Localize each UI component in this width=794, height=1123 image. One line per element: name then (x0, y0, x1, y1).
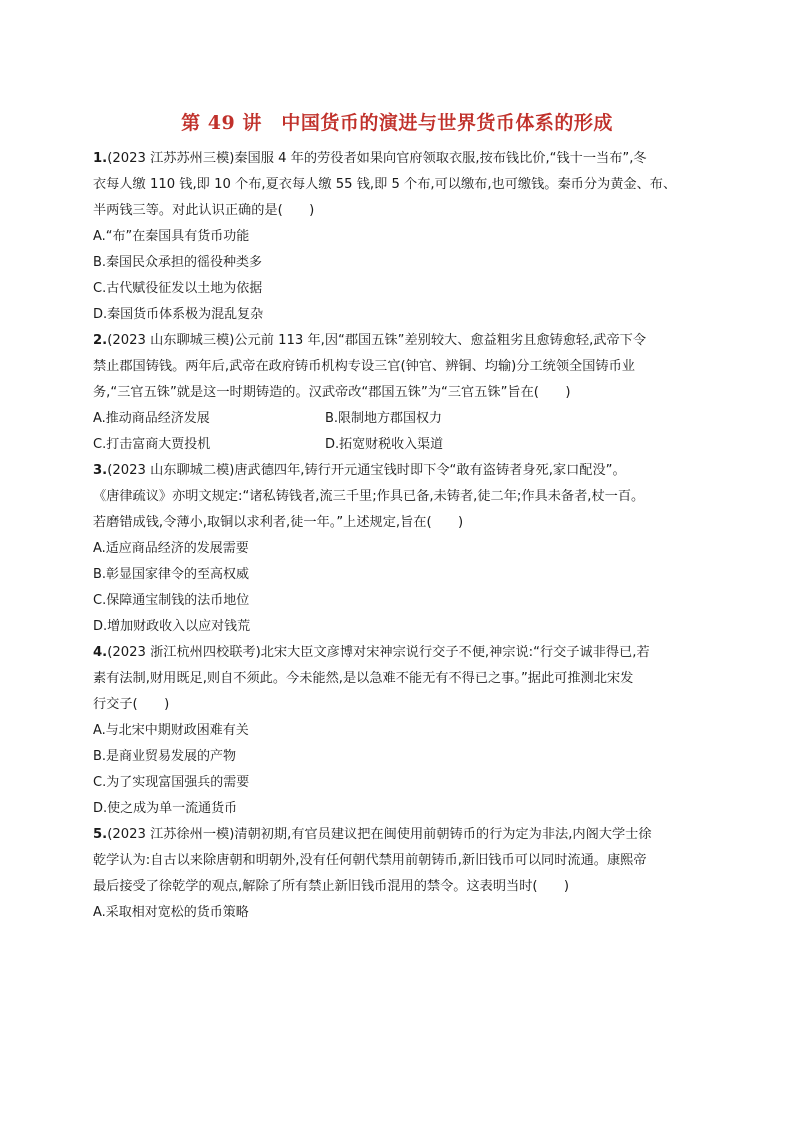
question-5 (93, 822, 713, 926)
question-text-line: (2023 山东聊城二模)唐武德四年,铸行开元通宝钱时即下令“敢有盗铸者身死,家口配没”。 (107, 463, 626, 478)
option-a[interactable]: A.与北宋中期财政困难有关 (93, 723, 249, 738)
option-b[interactable]: B.秦国民众承担的徭役种类多 (93, 255, 263, 270)
question-4 (93, 640, 713, 822)
option-b[interactable]: B.彰显国家律令的至高权威 (93, 567, 250, 582)
option-d[interactable]: D.秦国货币体系极为混乱复杂 (93, 307, 264, 322)
option-c[interactable]: C.为了实现富国强兵的需要 (93, 775, 250, 790)
option-c[interactable]: C.古代赋役征发以土地为依据 (93, 281, 263, 296)
question-text-line: (2023 江苏苏州三模)秦国服 4 年的劳役者如果向官府领取衣服,按布钱比价,“钱十一当布”,冬 (107, 151, 647, 166)
question-text-line: 禁止郡国铸钱。两年后,武帝在政府铸币机构专设三官(钟官、辨铜、均输)分工统领全国铸币业 (93, 359, 635, 374)
question-3 (93, 458, 713, 640)
question-list (93, 146, 713, 926)
page-title: 第 49 讲 中国货币的演进与世界货币体系的形成 (181, 112, 613, 134)
option-d[interactable]: D.使之成为单一流通货币 (93, 801, 238, 816)
option-a[interactable]: A.推动商品经济发展 (93, 411, 210, 426)
option-b[interactable]: B.是商业贸易发展的产物 (93, 749, 237, 764)
question-text-line: (2023 浙江杭州四校联考)北宋大臣文彦博对宋神宗说行交子不便,神宗说:“行交子诚非得已,若 (107, 645, 650, 660)
options-row (93, 432, 713, 458)
question-1 (93, 146, 713, 328)
option-a[interactable]: A.采取相对宽松的货币策略 (93, 905, 249, 920)
option-d[interactable]: D.增加财政收入以应对钱荒 (93, 619, 251, 634)
question-text-line: 素有法制,财用既足,则自不须此。今未能然,是以急难不能无有不得已之事。”据此可推测北宋发 (93, 671, 634, 686)
option-c[interactable]: C.保障通宝制钱的法币地位 (93, 593, 250, 608)
option-b[interactable]: B.限制地方郡国权力 (325, 411, 443, 426)
question-text-line: 《唐律疏议》亦明文规定:“诸私铸钱者,流三千里;作具已备,未铸者,徒二年;作具未备者,杖一百。 (93, 489, 645, 504)
question-text-line: 乾学认为:自古以来除唐朝和明朝外,没有任何朝代禁用前朝铸币,新旧钱币可以同时流通。康熙帝 (93, 853, 647, 868)
question-number: 5. (93, 827, 108, 842)
question-number: 4. (93, 645, 108, 660)
question-text-line: 衣每人缴 110 钱,即 10 个布,夏衣每人缴 55 钱,即 5 个布,可以缴布,也可缴钱。秦币分为黄金、布、 (93, 177, 677, 192)
question-number: 3. (93, 463, 108, 478)
question-text-line: 若磨错成钱,令薄小,取铜以求利者,徒一年。”上述规定,旨在( ) (93, 515, 464, 530)
question-text-line: 半两钱三等。对此认识正确的是( ) (93, 203, 315, 218)
option-d[interactable]: D.拓宽财税收入渠道 (325, 437, 444, 452)
question-text-line: 最后接受了徐乾学的观点,解除了所有禁止新旧钱币混用的禁令。这表明当时( ) (93, 879, 570, 894)
question-text-line: 务,“三官五铢”就是这一时期铸造的。汉武帝改“郡国五铢”为“三官五铢”旨在( ) (93, 385, 571, 400)
question-text-line: (2023 山东聊城三模)公元前 113 年,因“郡国五铢”差别较大、愈益粗劣且愈铸愈轻,武帝下令 (107, 333, 647, 348)
question-text-line: 行交子( ) (93, 697, 170, 712)
option-a[interactable]: A.“布”在秦国具有货币功能 (93, 229, 250, 244)
question-text-line: (2023 江苏徐州一模)清朝初期,有官员建议把在闽使用前朝铸币的行为定为非法,内阁大学士徐 (107, 827, 652, 842)
question-number: 2. (93, 333, 108, 348)
question-2 (93, 328, 713, 458)
option-a[interactable]: A.适应商品经济的发展需要 (93, 541, 249, 556)
question-number: 1. (93, 151, 108, 166)
options-row (93, 406, 713, 432)
option-c[interactable]: C.打击富商大贾投机 (93, 437, 211, 452)
